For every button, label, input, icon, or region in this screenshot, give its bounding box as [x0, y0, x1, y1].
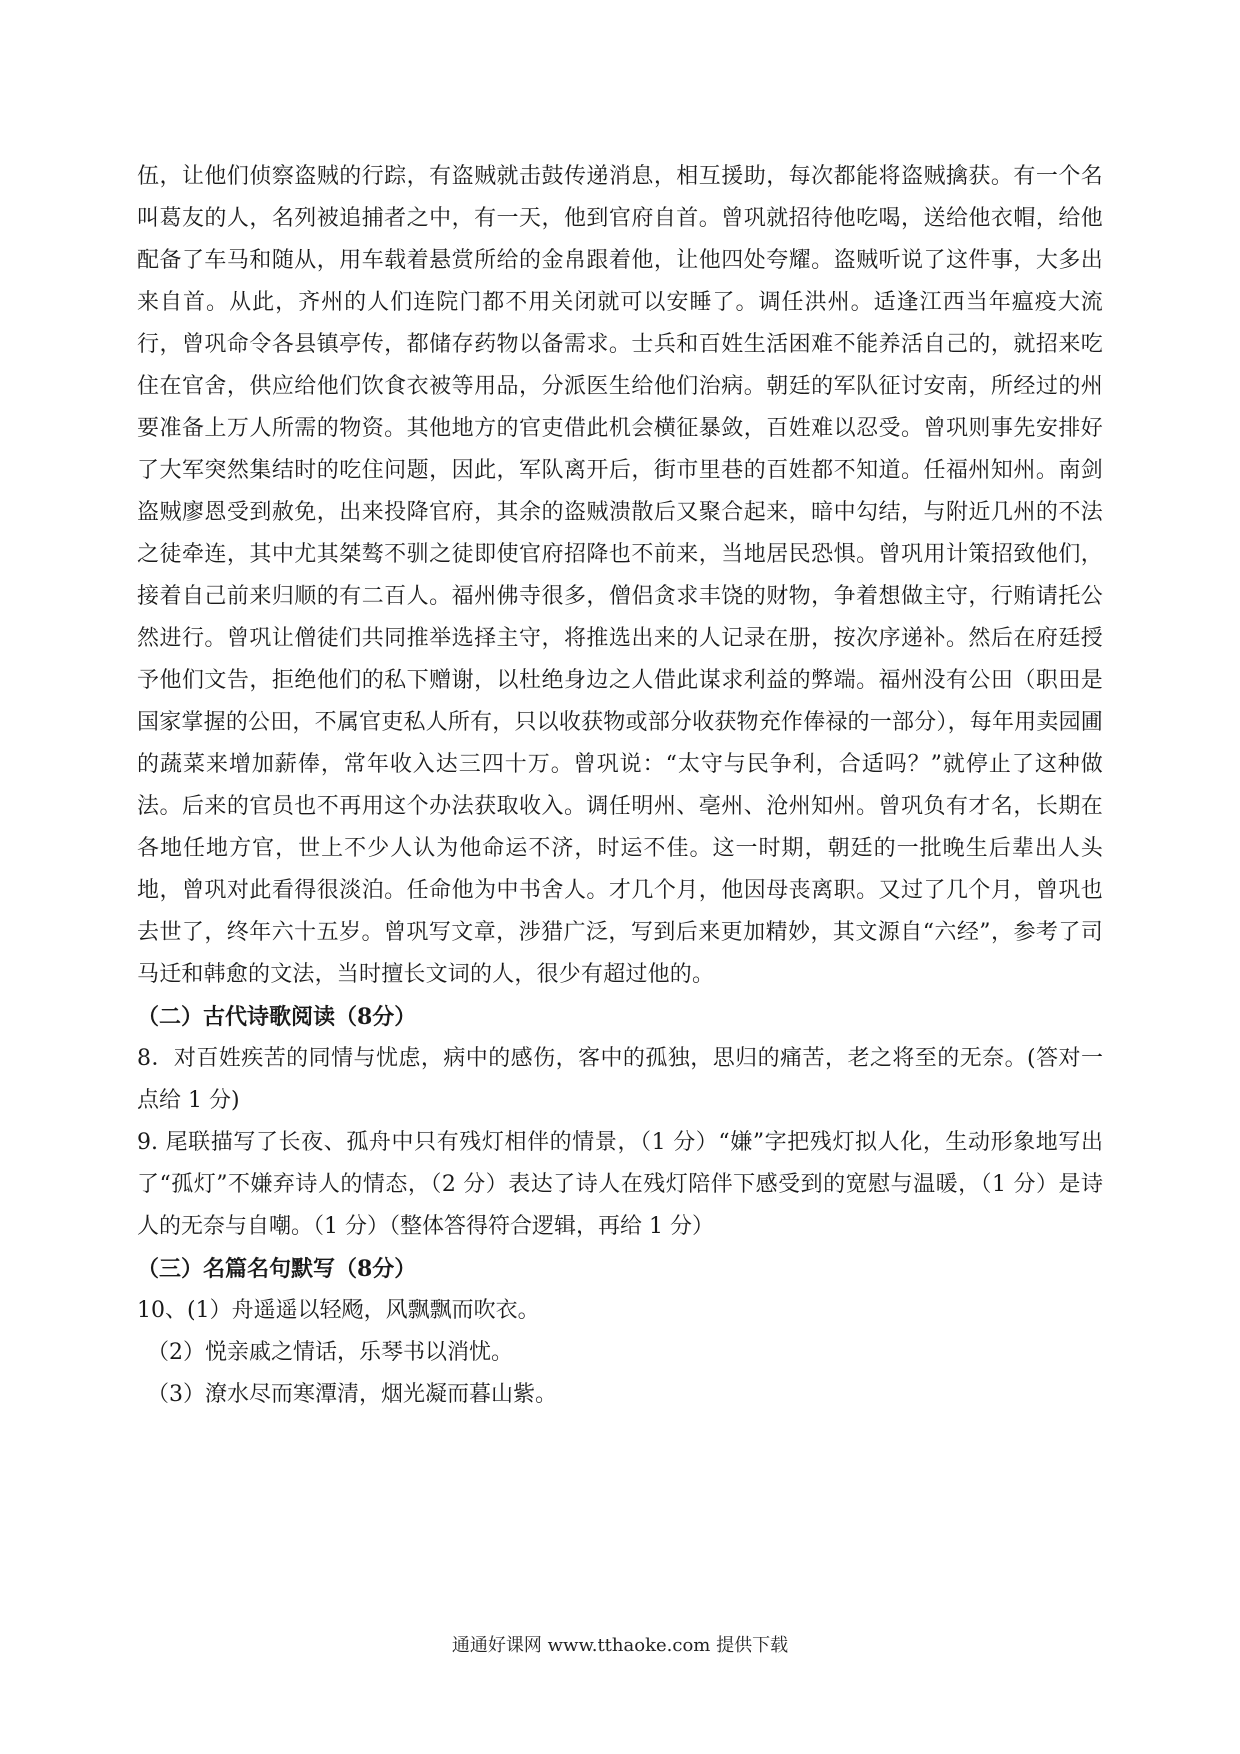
- document-body: [137, 156, 1103, 1416]
- dictation-line-1: 10、(1）舟遥遥以轻飏，风飘飘而吹衣。: [137, 1298, 540, 1323]
- answer-question-8: 8．对百姓疾苦的同情与忧虑，病中的感伤，客中的孤独，思归的痛苦，老之将至的无奈。(答对一点给 1 分): [137, 1046, 1103, 1113]
- section-heading-poetry: （二）古代诗歌阅读（8分）: [137, 1004, 417, 1030]
- dictation-line-2: （2）悦亲戚之情话，乐琴书以消忧。: [147, 1340, 513, 1365]
- page-footer: 通通好课网 www.tthaoke.com 提供下载: [451, 1635, 789, 1656]
- answer-question-9: 9. 尾联描写了长夜、孤舟中只有残灯相伴的情景，（1 分）“嫌”字把残灯拟人化，生动形象地写出了“孤灯”不嫌弃诗人的情态，（2 分）表达了诗人在残灯陪伴下感受到的宽慰与温暖，（1 分）是诗人的无奈与自嘲。（1 分）（整体答得符合逻辑，再给 1 分）: [137, 1130, 1103, 1239]
- dictation-line-3: （3）潦水尽而寒潭清，烟光凝而暮山紫。: [147, 1382, 557, 1407]
- section-heading-dictation: （三）名篇名句默写（8分）: [137, 1256, 417, 1282]
- translation-paragraph: 伍，让他们侦察盗贼的行踪，有盗贼就击鼓传递消息，相互援助，每次都能将盗贼擒获。有一个名叫葛友的人，名列被追捕者之中，有一天，他到官府自首。曾巩就招待他吃喝，送给他衣帽，给他配备了车马和随从，用车载着悬赏所给的金帛跟着他，让他四处夸耀。盗贼听说了这件事，大多出来自首。从此，齐州的人们连院门都不用关闭就可以安睡了。调任洪州。适逢江西当年瘟疫大流行，曾巩命令各县镇亭传，都储存药物以备需求。士兵和百姓生活困难不能养活自己的，就招来吃住在官舍，供应给他们饮食衣被等用品，分派医生给他们治病。朝廷的军队征讨安南，所经过的州要准备上万人所需的物资。其他地方的官吏借此机会横征暴敛，百姓难以忍受。曾巩则事先安排好了大军突然集结时的吃住问题，因此，军队离开后，街市里巷的百姓都不知道。任福州知州。南剑盗贼廖恩受到赦免，出来投降官府，其余的盗贼溃散后又聚合起来，暗中勾结，与附近几州的不法之徒牵连，其中尤其桀骜不驯之徒即使官府招降也不前来，当地居民恐惧。曾巩用计策招致他们，接着自己前来归顺的有二百人。福州佛寺很多，僧侣贪求丰饶的财物，争着想做主守，行贿请托公然进行。曾巩让僧徒们共同推举选择主守，将推选出来的人记录在册，按次序递补。然后在府廷授予他们文告，拒绝他们的私下赠谢，以杜绝身边之人借此谋求利益的弊端。福州没有公田（职田是国家掌握的公田，不属官吏私人所有，只以收获物或部分收获物充作俸禄的一部分），每年用卖园圃的蔬菜来增加薪俸，常年收入达三四十万。曾巩说：“太守与民争利，合适吗？”就停止了这种做法。后来的官员也不再用这个办法获取收入。调任明州、亳州、沧州知州。曾巩负有才名，长期在各地任地方官，世上不少人认为他命运不济，时运不佳。这一时期，朝廷的一批晚生后辈出人头地，曾巩对此看得很淡泊。任命他为中书舍人。才几个月，他因母丧离职。又过了几个月，曾巩也去世了，终年六十五岁。曾巩写文章，涉猎广泛，写到后来更加精妙，其文源自“六经”，参考了司马迁和韩愈的文法，当时擅长文词的人，很少有超过他的。: [137, 164, 1103, 987]
